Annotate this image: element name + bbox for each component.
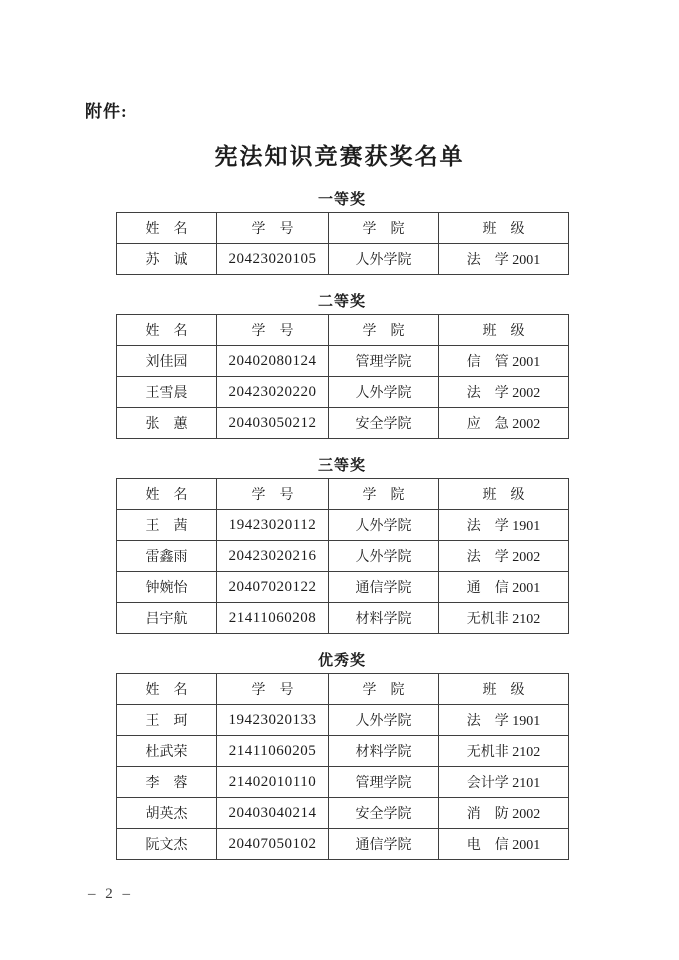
name-cell: 刘佳园 xyxy=(117,346,217,377)
student-id-column-header: 学 号 xyxy=(217,213,329,244)
name-cell: 李 蓉 xyxy=(117,767,217,798)
award-tables xyxy=(0,188,679,875)
name-cell: 王 茜 xyxy=(117,510,217,541)
award-table xyxy=(116,212,569,275)
name-column-header: 姓 名 xyxy=(117,674,217,705)
college-cell: 材料学院 xyxy=(329,736,439,767)
page-number: – 2 – xyxy=(88,886,133,902)
student-id-cell: 21411060205 xyxy=(217,736,329,767)
student-id-cell: 20403040214 xyxy=(217,798,329,829)
table-row xyxy=(117,346,569,377)
name-column-header: 姓 名 xyxy=(117,315,217,346)
college-column-header: 学 院 xyxy=(329,315,439,346)
table-row xyxy=(117,572,569,603)
student-id-cell: 20407020122 xyxy=(217,572,329,603)
name-cell: 胡英杰 xyxy=(117,798,217,829)
college-cell: 安全学院 xyxy=(329,798,439,829)
class-column-header: 班 级 xyxy=(439,213,569,244)
table-row xyxy=(117,541,569,572)
college-cell: 管理学院 xyxy=(329,346,439,377)
table-row xyxy=(117,244,569,275)
table-row xyxy=(117,767,569,798)
student-id-cell: 21402010110 xyxy=(217,767,329,798)
table-row xyxy=(117,705,569,736)
name-cell: 雷鑫雨 xyxy=(117,541,217,572)
name-cell: 阮文杰 xyxy=(117,829,217,860)
name-column-header: 姓 名 xyxy=(117,213,217,244)
header-row xyxy=(117,479,569,510)
student-id-cell: 19423020133 xyxy=(217,705,329,736)
name-cell: 钟婉怡 xyxy=(117,572,217,603)
class-column-header: 班 级 xyxy=(439,479,569,510)
college-column-header: 学 院 xyxy=(329,479,439,510)
student-id-cell: 19423020112 xyxy=(217,510,329,541)
class-column-header: 班 级 xyxy=(439,674,569,705)
college-cell: 人外学院 xyxy=(329,510,439,541)
name-cell: 张 蕙 xyxy=(117,408,217,439)
table-row xyxy=(117,510,569,541)
table-row xyxy=(117,408,569,439)
student-id-cell: 20423020105 xyxy=(217,244,329,275)
student-id-column-header: 学 号 xyxy=(217,315,329,346)
student-id-cell: 20423020220 xyxy=(217,377,329,408)
header-row xyxy=(117,315,569,346)
student-id-column-header: 学 号 xyxy=(217,674,329,705)
student-id-column-header: 学 号 xyxy=(217,479,329,510)
section-title: 三等奖 xyxy=(317,458,366,474)
class-cell: 法 学 1901 xyxy=(439,510,569,541)
name-column-header: 姓 名 xyxy=(117,479,217,510)
award-table xyxy=(116,673,569,860)
header-row xyxy=(117,674,569,705)
award-section-third-prize xyxy=(0,454,679,634)
college-cell: 安全学院 xyxy=(329,408,439,439)
award-table xyxy=(116,478,569,634)
section-title: 二等奖 xyxy=(317,294,366,310)
college-cell: 管理学院 xyxy=(329,767,439,798)
table-row xyxy=(117,829,569,860)
award-section-second-prize xyxy=(0,290,679,439)
page-title: 宪法知识竞赛获奖名单 xyxy=(214,144,465,169)
college-cell: 人外学院 xyxy=(329,541,439,572)
college-cell: 材料学院 xyxy=(329,603,439,634)
name-cell: 杜武荣 xyxy=(117,736,217,767)
award-section-excellence-award xyxy=(0,649,679,860)
class-cell: 电 信 2001 xyxy=(439,829,569,860)
award-table xyxy=(116,314,569,439)
class-cell: 法 学 2001 xyxy=(439,244,569,275)
section-title: 一等奖 xyxy=(317,192,366,208)
college-cell: 通信学院 xyxy=(329,572,439,603)
section-title: 优秀奖 xyxy=(317,653,366,669)
table-row xyxy=(117,377,569,408)
award-section-first-prize xyxy=(0,188,679,275)
student-id-cell: 20402080124 xyxy=(217,346,329,377)
student-id-cell: 20407050102 xyxy=(217,829,329,860)
name-cell: 苏 诚 xyxy=(117,244,217,275)
attachment-label: 附件: xyxy=(85,102,128,121)
table-row xyxy=(117,736,569,767)
student-id-cell: 21411060208 xyxy=(217,603,329,634)
class-column-header: 班 级 xyxy=(439,315,569,346)
header-row xyxy=(117,213,569,244)
student-id-cell: 20423020216 xyxy=(217,541,329,572)
table-row xyxy=(117,798,569,829)
class-cell: 无机非 2102 xyxy=(439,736,569,767)
college-cell: 人外学院 xyxy=(329,377,439,408)
class-cell: 消 防 2002 xyxy=(439,798,569,829)
class-cell: 法 学 2002 xyxy=(439,541,569,572)
college-column-header: 学 院 xyxy=(329,674,439,705)
class-cell: 法 学 1901 xyxy=(439,705,569,736)
class-cell: 通 信 2001 xyxy=(439,572,569,603)
class-cell: 会计学 2101 xyxy=(439,767,569,798)
class-cell: 无机非 2102 xyxy=(439,603,569,634)
student-id-cell: 20403050212 xyxy=(217,408,329,439)
name-cell: 王 珂 xyxy=(117,705,217,736)
table-row xyxy=(117,603,569,634)
class-cell: 信 管 2001 xyxy=(439,346,569,377)
college-cell: 人外学院 xyxy=(329,244,439,275)
college-column-header: 学 院 xyxy=(329,213,439,244)
college-cell: 通信学院 xyxy=(329,829,439,860)
name-cell: 吕宇航 xyxy=(117,603,217,634)
class-cell: 法 学 2002 xyxy=(439,377,569,408)
name-cell: 王雪晨 xyxy=(117,377,217,408)
college-cell: 人外学院 xyxy=(329,705,439,736)
class-cell: 应 急 2002 xyxy=(439,408,569,439)
